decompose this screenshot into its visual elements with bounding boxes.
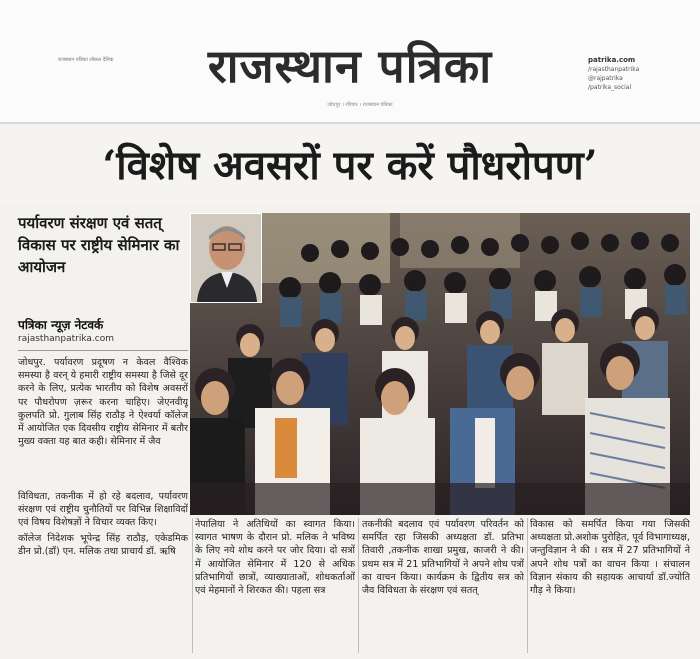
article-paragraph-2: विविधता, तकनीक में हो रहे बदलाव, पर्यावरण संरक्षण एवं राष्ट्रीय चुनौतियों पर विभिन्न शिक्षाविदों एवं विषय विशेषज्ञों ने विचार व्यक्त किए। xyxy=(18,491,188,529)
article-paragraph-3: कॉलेज निदेशक भूपेन्द्र सिंह राठौड़, एकेडमिक डीन प्रो.(डॉ) एन. मलिक तथा प्राचार्य डॉ. ऋषि xyxy=(18,532,188,557)
article-headline: ‘विशेष अवसरों पर करें पौधरोपण’ xyxy=(102,142,598,189)
masthead xyxy=(0,0,700,124)
byline-divider xyxy=(18,350,188,351)
masthead-left-text: राजस्थान पत्रिका लोकल दैनिक xyxy=(58,57,114,63)
masthead-social-3: /patrika_social xyxy=(588,84,632,91)
speaker-inset-photo xyxy=(190,213,262,303)
masthead-social-2: @rajpatrika xyxy=(588,75,623,82)
column-divider xyxy=(192,518,193,653)
column-divider xyxy=(358,518,359,653)
speaker-portrait xyxy=(191,214,261,302)
article-byline-site: rajasthanpatrika.com xyxy=(18,334,114,344)
masthead-site: patrika.com xyxy=(588,56,636,64)
column-divider xyxy=(527,518,528,653)
seminar-photo xyxy=(190,213,690,515)
article-column-4: विकास को समर्पित किया गया जिसकी अध्यक्षता प्रो.अशोक पुरोहित, पूर्व विभागाध्यक्ष, जन्तुविज्ञान ने की । सत्र में 27 प्रतिभागियों ने अपने शोध पत्रों का वाचन किया । संचालन विज्ञान संकाय की सहायक आचार्या डॉ.ज्योति गौड़ ने किया। xyxy=(530,519,690,597)
article-subhead: पर्यावरण संरक्षण एवं सतत् विकास पर राष्ट्रीय सेमिनार का आयोजन xyxy=(18,214,180,276)
masthead-title: राजस्थान पत्रिका xyxy=(207,39,493,93)
article-byline: पत्रिका न्यूज़ नेटवर्क xyxy=(18,318,104,332)
article-paragraph-1: जोधपुर. पर्यावरण प्रदूषण न केवल वैश्विक समस्या है वरन् ये हमारी राष्ट्रीय समस्या है जिसे दूर करने के लिए, प्रत्येक भारतीय को विशेष अवसरों पर पौधरोपण ज़रूर करना चाहिए। जेएनवीयू कुलपति प्रो. गुलाब सिंह राठौड़ ने ऐश्वर्या कॉलेज में आयोजित एक दिवसीय राष्ट्रीय सेमिनार में बतौर मुख्य वक्ता यह बात कही। सेमिनार में जैव xyxy=(18,357,188,448)
article-column-2: नेपालिया ने अतिथियों का स्वागत किया। स्वागत भाषण के दौरान प्रो. मलिक ने भविष्य के लिए नये शोध करने पर जोर दिया। दो सत्रों में आयोजित सेमिनार में 120 से अधिक प्रतिभागियों छात्रों, व्याख्याताओं, शोधकर्ताओं एवं मेहमानों ने शिरकत की। पहला सत्र xyxy=(195,519,355,597)
article-column-3: तकनीकी बदलाव एवं पर्यावरण परिवर्तन को समर्पित रहा जिसकी अध्यक्षता डॉ. प्रतिभा तिवारी ,तकनीक शाखा प्रमुख, काजरी ने की। प्रथम सत्र में 21 प्रतिभागियों ने अपने शोध पत्रों का वाचन किया। कार्यक्रम के द्वितीय सत्र को जैव विविधता के संरक्षण एवं सतत् xyxy=(362,519,524,597)
masthead-meta-line: जोधपुर । रविवार । राजस्थान पत्रिका xyxy=(327,102,393,108)
article-column-1-bottom xyxy=(18,490,188,650)
audience-illustration xyxy=(190,213,690,515)
masthead-social-1: /rajasthanpatrika xyxy=(588,66,640,73)
article-column-1-top xyxy=(18,356,188,488)
masthead-right-block xyxy=(588,56,668,92)
